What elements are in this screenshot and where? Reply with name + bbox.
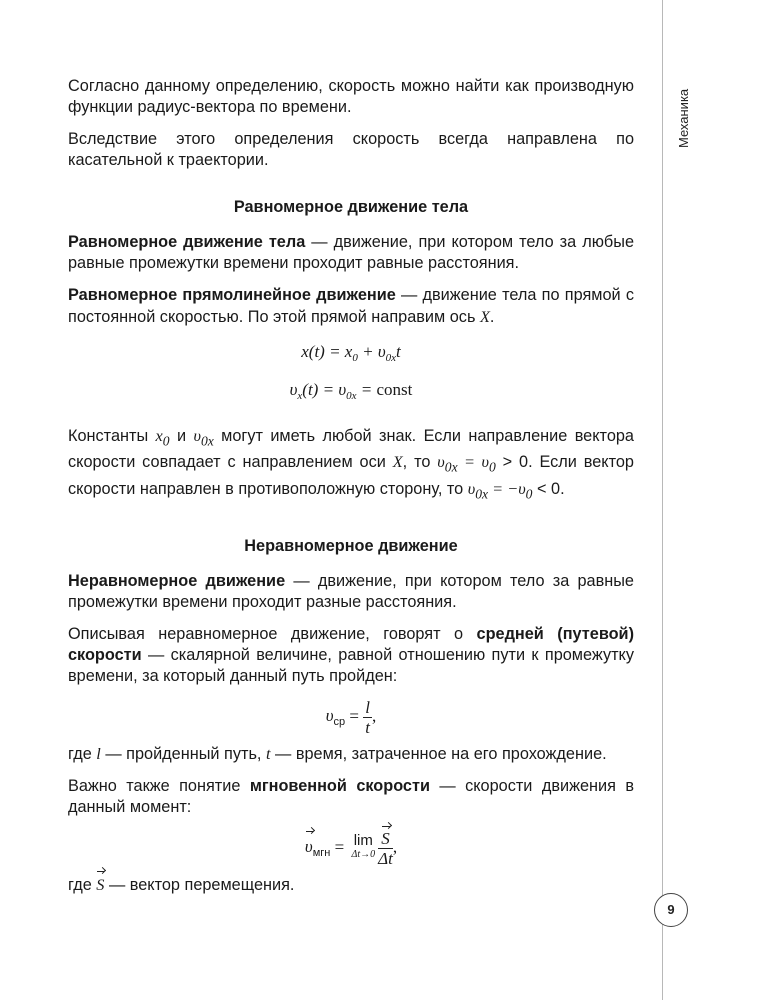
page-number: 9 bbox=[654, 893, 688, 927]
term-instant-speed: мгновенной скорости bbox=[249, 776, 430, 795]
definition-text: — движение, при котором тело за любые равные промежутки времени проходит равные расстояния. bbox=[68, 233, 634, 272]
definition-uniform-motion bbox=[68, 232, 634, 274]
definition-uniform-linear-motion bbox=[68, 285, 634, 328]
paragraph-average-speed: Описывая неравномерное движение, говорят о средней (путевой) скорости — скалярной величине, равной отношению пути к промежутку времени, за который данный путь пройден: bbox=[68, 624, 634, 685]
definition-nonuniform-motion bbox=[68, 571, 634, 613]
formula-instant-speed: $\upsilon_{мгн}$ = lim Δt→0 $\frac{S}{\Delta t}$ , bbox=[304, 828, 398, 868]
term-uniform-motion: Равномерное движение тела bbox=[68, 233, 306, 251]
margin-rule bbox=[662, 0, 663, 1000]
definition-text: — движение, при котором тело за равные промежутки времени проходит разные расстояния. bbox=[68, 571, 634, 611]
paragraph-tangent: Вследствие этого определения скорость всегда направлена по касательной к траектории. bbox=[68, 130, 634, 169]
term-nonuniform-motion: Неравномерное движение bbox=[68, 571, 286, 590]
heading-uniform-motion: Равномерное движение тела bbox=[233, 198, 469, 216]
definition-text: — движение тела по прямой с постоянной скоростью. По этой прямой направим ось bbox=[68, 286, 634, 326]
page-content bbox=[68, 76, 634, 907]
paragraph-where-l-t: где l — пройденный путь, t — время, затраченное на его прохождение. bbox=[68, 743, 607, 763]
heading-nonuniform-motion: Неравномерное движение bbox=[244, 536, 458, 555]
formula-velocity-const: $\upsilon_x(t) = \upsilon_{0x}$ = const bbox=[289, 380, 413, 402]
section-label: Механика bbox=[676, 88, 691, 148]
sentence-end: . bbox=[489, 308, 495, 326]
formula-average-speed: $\upsilon_{ср}$ = $\frac{l}{t}$ , bbox=[325, 697, 377, 737]
paragraph-constants: Константы $x_0$ и $\upsilon_{0x}$ могут иметь любой знак. Если направление вектора скорости совпадает с направлением оси X, то $\upsilon_{0x} = \upsilon_0 > 0$. Если вектор скорости направлен в противоположную сторону, то $\upsilon_{0x} = -\upsilon_0 < 0$. bbox=[68, 426, 634, 501]
paragraph-instant-speed: Важно также понятие мгновенной скорости — скорости движения в данный момент: bbox=[68, 776, 634, 816]
term-uniform-linear-motion: Равномерное прямолинейное движение bbox=[68, 286, 396, 304]
axis-symbol: X bbox=[479, 307, 490, 326]
paragraph-derivative: Согласно данному определению, скорость можно найти как производную функции радиус-вектора по времени. bbox=[68, 77, 634, 116]
formula-coordinate: $x(t) = x_0 + \upsilon_{0x}t$ bbox=[301, 342, 401, 364]
paragraph-displacement: где S — вектор перемещения. bbox=[68, 874, 295, 894]
term-average-speed: средней (путевой) скорости bbox=[68, 624, 634, 664]
